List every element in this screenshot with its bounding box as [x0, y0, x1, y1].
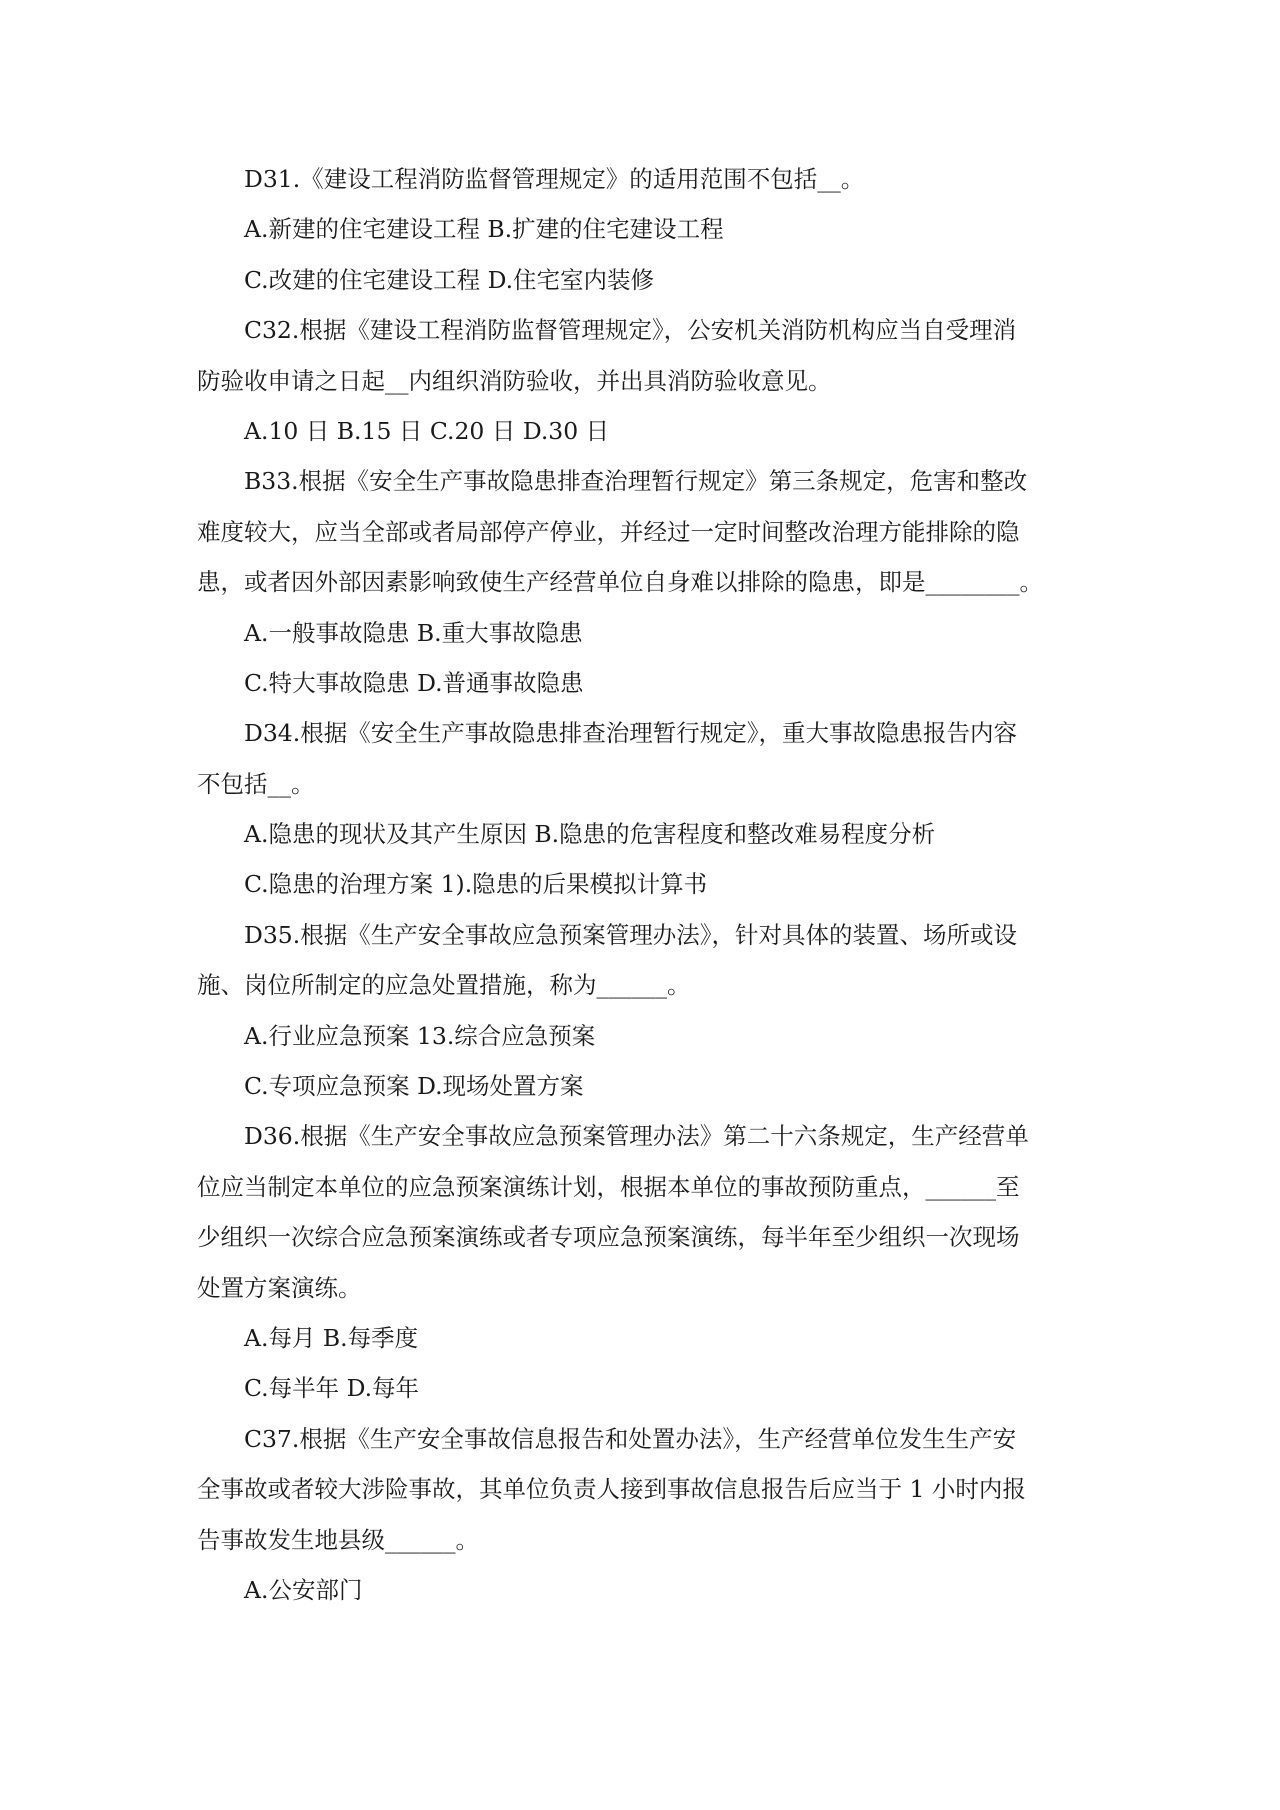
question-31-options-cd: C.改建的住宅建设工程 D.住宅室内装修	[244, 265, 655, 294]
question-32-stem-line-2: 防验收申请之日起__内组织消防验收，并出具消防验收意见。	[197, 366, 832, 395]
question-33-stem-line-1: B33.根据《安全生产事故隐患排查治理暂行规定》第三条规定，危害和整改	[244, 467, 1028, 496]
question-34-stem-line-2: 不包括__。	[197, 769, 315, 798]
question-32-options: A.10 日 B.15 日 C.20 日 D.30 日	[244, 416, 610, 445]
question-36-stem-line-1: D36.根据《生产安全事故应急预案管理办法》第二十六条规定，生产经营单	[244, 1122, 1029, 1151]
question-37-stem-line-3: 告事故发生地县级______。	[197, 1525, 479, 1554]
question-37-stem-line-2: 全事故或者较大涉险事故，其单位负责人接到事故信息报告后应当于 1 小时内报	[197, 1475, 1026, 1504]
question-36-stem-line-2: 位应当制定本单位的应急预案演练计划，根据本单位的事故预防重点，______至	[197, 1172, 1020, 1201]
question-33-stem-line-3: 患，或者因外部因素影响致使生产经营单位自身难以排除的隐患，即是________。	[197, 568, 1043, 597]
question-37-option-a: A.公安部门	[244, 1575, 363, 1604]
question-33-options-ab: A.一般事故隐患 B.重大事故隐患	[244, 618, 583, 647]
question-34-options-cd: C.隐患的治理方案 1).隐患的后果模拟计算书	[244, 870, 708, 899]
question-33-options-cd: C.特大事故隐患 D.普通事故隐患	[244, 668, 584, 697]
question-36-options-ab: A.每月 B.每季度	[244, 1323, 419, 1352]
question-34-stem-line-1: D34.根据《安全生产事故隐患排查治理暂行规定》，重大事故隐患报告内容	[244, 719, 1017, 748]
question-35-stem-line-1: D35.根据《生产安全事故应急预案管理办法》，针对具体的装置、场所或设	[244, 920, 1017, 949]
question-33-stem-line-2: 难度较大，应当全部或者局部停产停业，并经过一定时间整改治理方能排除的隐	[197, 517, 1020, 546]
question-35-options-ab: A.行业应急预案 13.综合应急预案	[244, 1021, 596, 1050]
question-32-stem-line-1: C32.根据《建设工程消防监督管理规定》，公安机关消防机构应当自受理消	[244, 316, 1017, 345]
question-35-stem-line-2: 施、岗位所制定的应急处置措施，称为______。	[197, 971, 691, 1000]
question-31-stem: D31.《建设工程消防监督管理规定》的适用范围不包括__。	[244, 165, 865, 193]
question-36-options-cd: C.每半年 D.每年	[244, 1374, 420, 1403]
question-34-options-ab: A.隐患的现状及其产生原因 B.隐患的危害程度和整改难易程度分析	[244, 820, 936, 849]
document-body	[197, 154, 1089, 1615]
question-35-options-cd: C.专项应急预案 D.现场处置方案	[244, 1072, 584, 1101]
question-36-stem-line-4: 处置方案演练。	[197, 1273, 362, 1302]
question-36-stem-line-3: 少组织一次综合应急预案演练或者专项应急预案演练，每半年至少组织一次现场	[197, 1223, 1020, 1252]
question-37-stem-line-1: C37.根据《生产安全事故信息报告和处置办法》，生产经营单位发生生产安	[244, 1424, 1017, 1453]
question-31-options-ab: A.新建的住宅建设工程 B.扩建的住宅建设工程	[244, 215, 724, 244]
